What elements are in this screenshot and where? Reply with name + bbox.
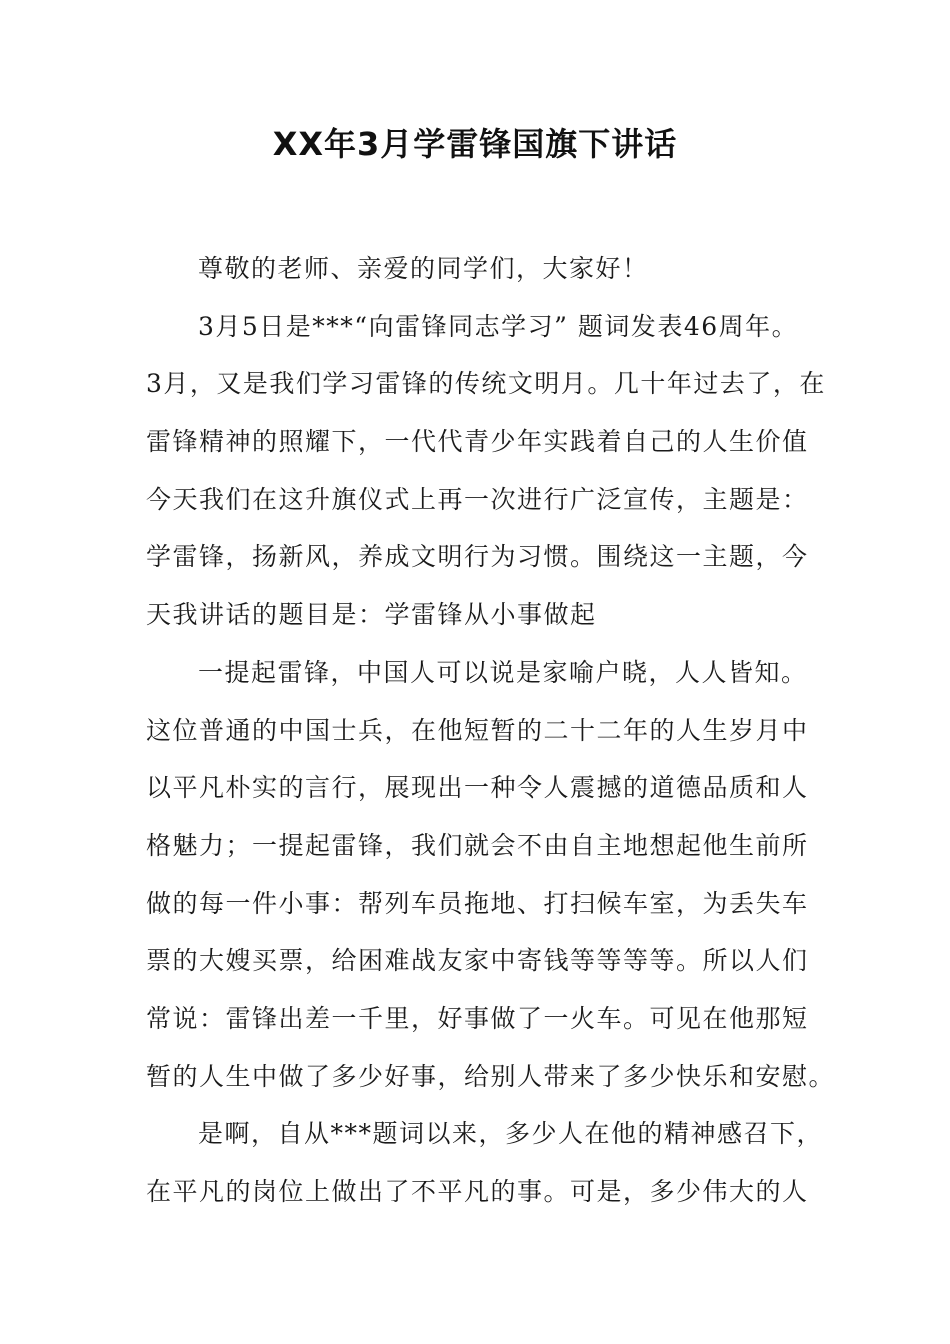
paragraph-line: 一提起雷锋，中国人可以说是家喻户晓，人人皆知。 <box>198 657 808 687</box>
document-body <box>146 240 836 1221</box>
paragraph-line: 以平凡朴实的言行，展现出一种令人震撼的道德品质和人 <box>146 773 809 803</box>
paragraph-line: 3月，又是我们学习雷锋的传统文明月。几十年过去了，在 <box>146 369 826 399</box>
paragraph-line: 雷锋精神的照耀下，一代代青少年实践着自己的人生价值 <box>146 427 809 457</box>
paragraph-line: 学雷锋，扬新风，养成文明行为习惯。围绕这一主题，今 <box>146 542 809 572</box>
paragraph-line: 天我讲话的题目是：学雷锋从小事做起 <box>146 600 597 630</box>
paragraph-line: 3月5日是***“向雷锋同志学习” 题词发表46周年。 <box>198 311 799 341</box>
paragraph-line: 常说：雷锋出差一千里，好事做了一火车。可见在他那短 <box>146 1003 809 1033</box>
paragraph-line: 暂的人生中做了多少好事，给别人带来了多少快乐和安慰。 <box>146 1061 836 1091</box>
paragraph-line: 做的每一件小事：帮列车员拖地、打扫候车室，为丢失车 <box>146 888 809 918</box>
document-title: XX年3月学雷锋国旗下讲话 <box>272 125 678 163</box>
paragraph-line: 这位普通的中国士兵，在他短暂的二十二年的人生岁月中 <box>146 715 809 745</box>
paragraph-line: 尊敬的老师、亲爱的同学们，大家好！ <box>198 254 649 283</box>
paragraph-line: 格魅力；一提起雷锋，我们就会不由自主地想起他生前所 <box>146 830 809 860</box>
paragraph-line: 是啊，自从***题词以来，多少人在他的精神感召下， <box>198 1119 824 1149</box>
paragraph-line: 在平凡的岗位上做出了不平凡的事。可是，多少伟大的人 <box>146 1177 809 1206</box>
paragraph-line: 票的大嫂买票，给困难战友家中寄钱等等等等。所以人们 <box>146 946 809 976</box>
paragraph-line: 今天我们在这升旗仪式上再一次进行广泛宣传，主题是： <box>146 484 809 514</box>
